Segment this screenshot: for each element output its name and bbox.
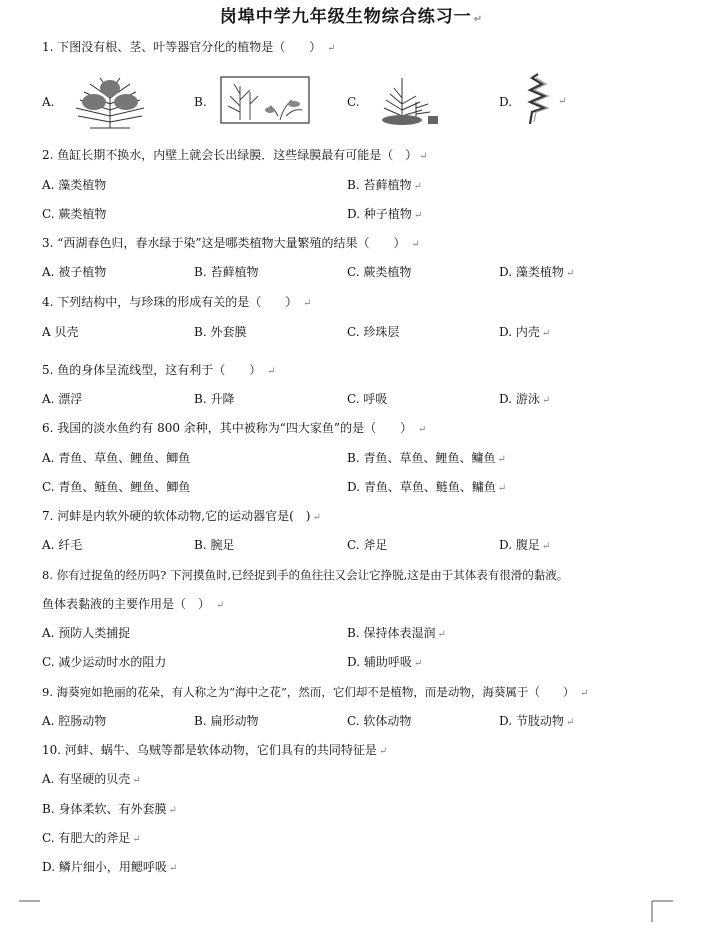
- q10-option-a: A. 有坚硬的贝壳 ↵: [42, 772, 141, 786]
- two-plants-in-frame-drawing: [220, 76, 310, 124]
- page-corner-mark-left: [18, 900, 40, 922]
- q8-option-d: D. 辅助呼吸 ↵: [347, 655, 423, 669]
- q6-option-d: D. 青鱼、草鱼、鲢鱼、鳙鱼 ↵: [347, 480, 507, 494]
- question-7-stem: 7. 河蚌是内软外硬的软体动物,它的运动器官是( ) ↵: [42, 509, 321, 523]
- question-3-stem: 3. “西湖春色归，春水绿于染”这是哪类植物大量繁殖的结果（ ） ↵: [42, 236, 420, 250]
- question-8-stem-line2: 鱼体表黏液的主要作用是（ ） ↵: [42, 597, 225, 611]
- q8-option-a: A. 预防人类捕捉: [42, 626, 131, 640]
- q3-option-a: A. 被子植物: [42, 265, 107, 279]
- q7-option-b: B. 腕足: [194, 538, 235, 552]
- question-8-stem: 8. 你有过捉鱼的经历吗? 下河摸鱼时,已经捉到手的鱼往往又会让它挣脱,这是由于其体表有很滑的黏液。: [42, 568, 569, 582]
- q6-option-a: A. 青鱼、草鱼、鲤鱼、鲫鱼: [42, 451, 191, 465]
- question-1-stem: 1. 下图没有根、茎、叶等器官分化的植物是（ ） ↵: [42, 40, 336, 54]
- q2-option-c: C. 蕨类植物: [42, 207, 107, 221]
- q1-option-c: C.: [347, 95, 360, 109]
- q4-option-d: D. 内壳 ↵: [499, 325, 551, 339]
- q5-option-b: B. 升降: [194, 392, 235, 406]
- q7-option-d: D. 腹足 ↵: [499, 538, 551, 552]
- q4-option-b: B. 外套膜: [194, 325, 247, 339]
- q9-option-a: A. 腔肠动物: [42, 714, 107, 728]
- question-9-stem: 9. 海葵宛如艳丽的花朵，有人称之为“海中之花”，然而，它们却不是植物，而是动物，海葵属于（ ） ↵: [42, 685, 589, 699]
- q3-option-b: B. 苔藓植物: [194, 265, 259, 279]
- page-title: 岗埠中学九年级生物综合练习一 ↵: [219, 7, 484, 27]
- q2-option-b: B. 苔藓植物 ↵: [347, 178, 422, 192]
- q1-option-d: D.: [499, 95, 513, 109]
- q4-option-c: C. 珍珠层: [347, 325, 400, 339]
- q10-option-c: C. 有肥大的斧足 ↵: [42, 831, 141, 845]
- q10-option-b: B. 身体柔软、有外套膜 ↵: [42, 802, 177, 816]
- q6-option-c: C. 青鱼、鲢鱼、鲤鱼、鲫鱼: [42, 480, 191, 494]
- fern-like-plant-drawing: [70, 72, 150, 130]
- question-2-stem: 2. 鱼缸长期不换水，内壁上就会长出绿膜．这些绿膜最有可能是（ ） ↵: [42, 148, 428, 162]
- q8-option-b: B. 保持体表湿润 ↵: [347, 626, 446, 640]
- q3-option-d: D. 藻类植物 ↵: [499, 265, 575, 279]
- q5-option-a: A. 漂浮: [42, 392, 83, 406]
- page-corner-mark-right: [651, 900, 673, 922]
- moss-like-plant-drawing: [372, 72, 442, 128]
- q3-option-c: C. 蕨类植物: [347, 265, 412, 279]
- q5-option-d: D. 游泳 ↵: [499, 392, 551, 406]
- q7-option-c: C. 斧足: [347, 538, 388, 552]
- q8-option-c: C. 减少运动时水的阻力: [42, 655, 167, 669]
- q7-option-a: A. 纤毛: [42, 538, 83, 552]
- q1-option-b: B.: [194, 95, 207, 109]
- q5-option-c: C. 呼吸: [347, 392, 388, 406]
- question-5-stem: 5. 鱼的身体呈流线型，这有利于（ ） ↵: [42, 363, 276, 377]
- q9-option-c: C. 软体动物: [347, 714, 412, 728]
- q6-option-b: B. 青鱼、草鱼、鲤鱼、鳙鱼 ↵: [347, 451, 506, 465]
- q9-option-d: D. 节肢动物 ↵: [499, 714, 575, 728]
- q2-option-d: D. 种子植物 ↵: [347, 207, 423, 221]
- q1-option-a: A.: [42, 95, 55, 109]
- q4-option-a: A 贝壳: [42, 325, 79, 339]
- question-10-stem: 10. 河蚌、蜗牛、乌贼等都是软体动物，它们具有的共同特征是 ↵: [42, 743, 388, 757]
- q1-end-mark: ↵: [558, 96, 567, 107]
- question-6-stem: 6. 我国的淡水鱼约有 800 余种，其中被称为“四大家鱼”的是（ ） ↵: [42, 421, 427, 435]
- question-4-stem: 4. 下列结构中，与珍珠的形成有关的是（ ） ↵: [42, 295, 312, 309]
- q10-option-d: D. 鳞片细小，用鳃呼吸 ↵: [42, 860, 178, 874]
- q2-option-a: A. 藻类植物: [42, 178, 107, 192]
- q9-option-b: B. 扁形动物: [194, 714, 259, 728]
- ribbon-alga-drawing: [518, 72, 558, 126]
